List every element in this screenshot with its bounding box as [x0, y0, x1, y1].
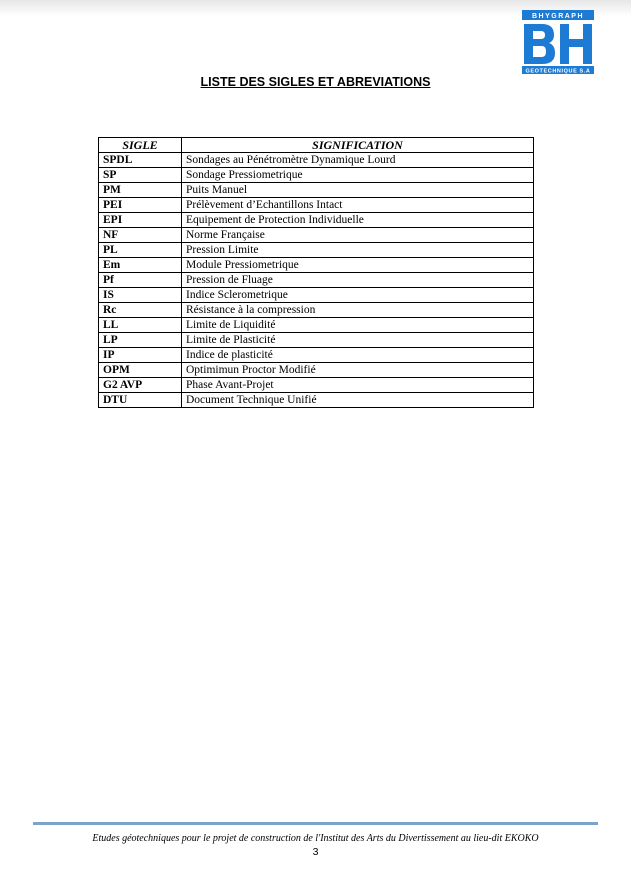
signification-cell: Norme Française [182, 228, 534, 243]
signification-cell: Sondages au Pénétromètre Dynamique Lourd [182, 153, 534, 168]
table-header-row [99, 138, 534, 153]
logo-letter-h [560, 24, 592, 64]
sigle-cell: PEI [99, 198, 182, 213]
signification-cell: Sondage Pressiometrique [182, 168, 534, 183]
abbreviations-table [98, 137, 534, 408]
header-signification: SIGNIFICATION [182, 138, 534, 153]
sigle-cell: PL [99, 243, 182, 258]
table-row [99, 183, 534, 198]
signification-cell: Indice de plasticité [182, 348, 534, 363]
signification-cell: Limite de Plasticité [182, 333, 534, 348]
sigle-cell: IP [99, 348, 182, 363]
footer-divider [33, 822, 598, 825]
sigle-cell: SPDL [99, 153, 182, 168]
table-row [99, 153, 534, 168]
sigle-cell: PM [99, 183, 182, 198]
table-row [99, 288, 534, 303]
table-row [99, 243, 534, 258]
table-row [99, 378, 534, 393]
signification-cell: Pression de Fluage [182, 273, 534, 288]
table-row [99, 303, 534, 318]
table-row [99, 363, 534, 378]
page-title: LISTE DES SIGLES ET ABREVIATIONS [200, 75, 431, 89]
sigle-cell: Pf [99, 273, 182, 288]
logo-top-text: BHYGRAPH [531, 13, 585, 20]
sigle-cell: LP [99, 333, 182, 348]
sigle-cell: Rc [99, 303, 182, 318]
signification-cell: Prélèvement d’Echantillons Intact [182, 198, 534, 213]
table-row [99, 348, 534, 363]
signification-cell: Module Pressiometrique [182, 258, 534, 273]
table-row [99, 393, 534, 408]
signification-cell: Optimimun Proctor Modifié [182, 363, 534, 378]
signification-cell: Phase Avant-Projet [182, 378, 534, 393]
signification-cell: Document Technique Unifié [182, 393, 534, 408]
footer-text: Etudes géotechniques pour le projet de construction de l'Institut des Arts du Divertissement au lieu-dit EKOKO [92, 833, 539, 844]
table-row [99, 168, 534, 183]
table-row [99, 198, 534, 213]
sigle-cell: Em [99, 258, 182, 273]
company-logo [522, 10, 594, 74]
sigle-cell: LL [99, 318, 182, 333]
sigle-cell: OPM [99, 363, 182, 378]
table-row [99, 318, 534, 333]
sigle-cell: DTU [99, 393, 182, 408]
signification-cell: Puits Manuel [182, 183, 534, 198]
table-row [99, 273, 534, 288]
table-row [99, 213, 534, 228]
signification-cell: Pression Limite [182, 243, 534, 258]
sigle-cell: IS [99, 288, 182, 303]
header-sigle: SIGLE [99, 138, 182, 153]
table-row [99, 333, 534, 348]
signification-cell: Limite de Liquidité [182, 318, 534, 333]
table-row [99, 228, 534, 243]
signification-cell: Indice Sclerometrique [182, 288, 534, 303]
sigle-cell: G2 AVP [99, 378, 182, 393]
signification-cell: Equipement de Protection Individuelle [182, 213, 534, 228]
sigle-cell: NF [99, 228, 182, 243]
table-row [99, 258, 534, 273]
signification-cell: Résistance à la compression [182, 303, 534, 318]
logo-bottom-text: GEOTECHNIQUE S.A [525, 68, 591, 74]
sigle-cell: SP [99, 168, 182, 183]
logo-letter-b [524, 24, 555, 64]
page-number: 3 [312, 846, 319, 858]
sigle-cell: EPI [99, 213, 182, 228]
